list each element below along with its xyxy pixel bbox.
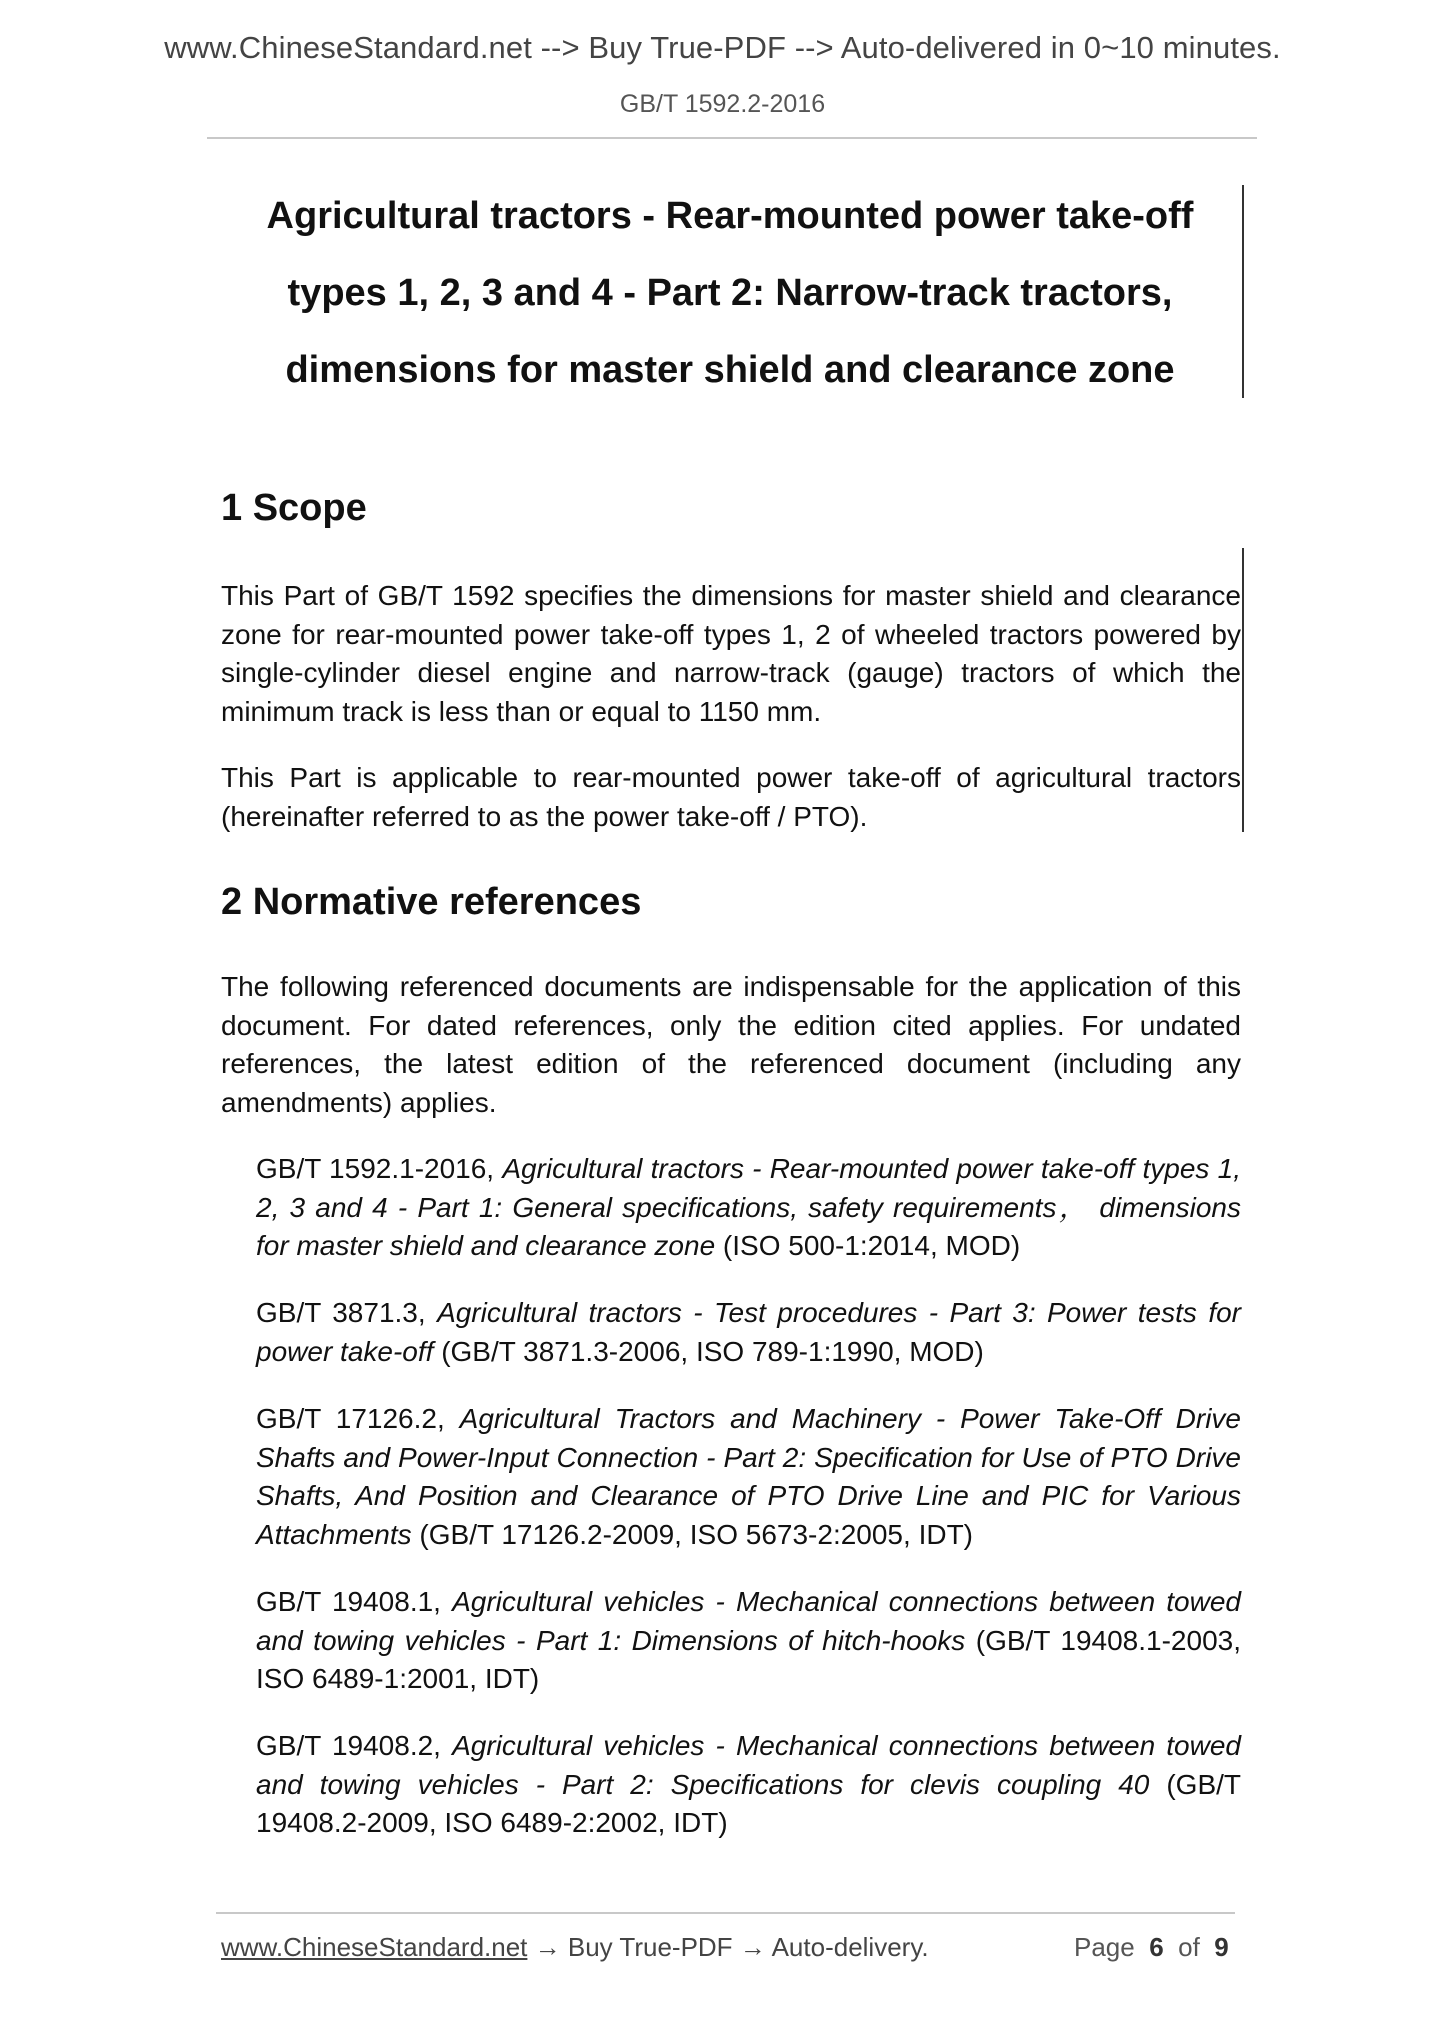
scope-paragraph: This Part of GB/T 1592 specifies the dimensions for master shield and clearance zone for rear-mounted power take-off types 1, 2 of wheeled tractors powered by single-cylinder diesel engine and narrow-track (gauge) tractors of which the minimum track is less than or equal to 1150 mm. (221, 580, 1241, 727)
footer-buy-text: Buy True-PDF (567, 1932, 733, 1962)
section-heading-normative-references: 2 Normative references (221, 881, 642, 923)
title-line: dimensions for master shield and clearance zone (285, 349, 1175, 391)
reference-tail: (GB/T 3871.3-2006, ISO 789-1:1990, MOD) (433, 1335, 984, 1367)
document-title (240, 178, 1220, 409)
page-number: 6 (1149, 1932, 1164, 1962)
title-line: Agricultural tractors - Rear-mounted power take-off (266, 195, 1194, 237)
reference-tail: (GB/T 19408.2-2009, ISO 6489-2:2002, IDT) (256, 1768, 1241, 1838)
reference-item (256, 1150, 1241, 1266)
arrow-right-icon: → (527, 1932, 568, 1962)
references-intro-paragraph: The following referenced documents are indispensable for the application of this document. For dated references, only the edition cited applies. For undated references, the latest edition of the referenced document (including any amendments) applies. (221, 971, 1241, 1118)
reference-code: GB/T 1592.1-2016, (256, 1153, 503, 1184)
arrow-right-icon: → (732, 1932, 772, 1962)
title-line: types 1, 2, 3 and 4 - Part 2: Narrow-track tractors, (287, 272, 1173, 314)
reference-item (256, 1727, 1241, 1843)
reference-code: GB/T 19408.2, (256, 1730, 453, 1761)
page-label: Page (1074, 1932, 1135, 1962)
footer-site-link[interactable]: www.ChineseStandard.net (221, 1932, 528, 1962)
section-heading-scope: 1 Scope (221, 487, 367, 529)
scope-applicability-paragraph: This Part is applicable to rear-mounted power take-off of agricultural tractors (hereinafter referred to as the power take-off / PTO). (221, 762, 1241, 832)
reference-item (256, 1294, 1241, 1371)
document-code: GB/T 1592.2-2016 (619, 90, 826, 118)
footer-links (221, 1932, 929, 1963)
header-rule (207, 137, 1257, 139)
reference-title: Agricultural tractors - Rear-mounted power take-off types 1, 2, 3 and 4 - Part 1: General specifications, safety requirements， dimensions for master shield and clearance zone (256, 1153, 1241, 1261)
page-of-label: of (1178, 1932, 1200, 1962)
top-banner: www.ChineseStandard.net --> Buy True-PDF --> Auto-delivered in 0~10 minutes. (164, 30, 1281, 65)
reference-code: GB/T 17126.2, (256, 1403, 460, 1434)
footer-rule (216, 1912, 1235, 1914)
reference-item (256, 1400, 1241, 1554)
page-total: 9 (1214, 1932, 1229, 1962)
reference-code: GB/T 3871.3, (256, 1297, 438, 1328)
reference-title: Agricultural vehicles - Mechanical connections between towed and towing vehicles - Part 1: Dimensions of hitch-hooks (256, 1586, 1241, 1656)
reference-tail: (GB/T 17126.2-2009, ISO 5673-2:2005, IDT) (411, 1518, 973, 1550)
reference-title: Agricultural Tractors and Machinery - Power Take-Off Drive Shafts and Power-Input Connection - Part 2: Specification for Use of PTO Drive Shafts, And Position and Clearance of PTO Drive Line and PIC for Various Attachments (256, 1403, 1241, 1550)
change-bar-scope (1242, 548, 1244, 832)
reference-code: GB/T 19408.1, (256, 1586, 453, 1617)
page-indicator (1074, 1932, 1229, 1963)
reference-title: Agricultural vehicles - Mechanical connections between towed and towing vehicles - Part 2: Specifications for clevis coupling 40 (256, 1730, 1241, 1800)
reference-item (256, 1583, 1241, 1699)
reference-title: Agricultural tractors - Test procedures - Part 3: Power tests for power take-off (256, 1297, 1241, 1367)
reference-tail: (ISO 500-1:2014, MOD) (715, 1230, 1021, 1261)
reference-tail: (GB/T 19408.1-2003, ISO 6489-1:2001, IDT) (256, 1624, 1241, 1694)
change-bar-title (1242, 185, 1244, 398)
footer-delivery-text: Auto-delivery. (771, 1932, 929, 1962)
